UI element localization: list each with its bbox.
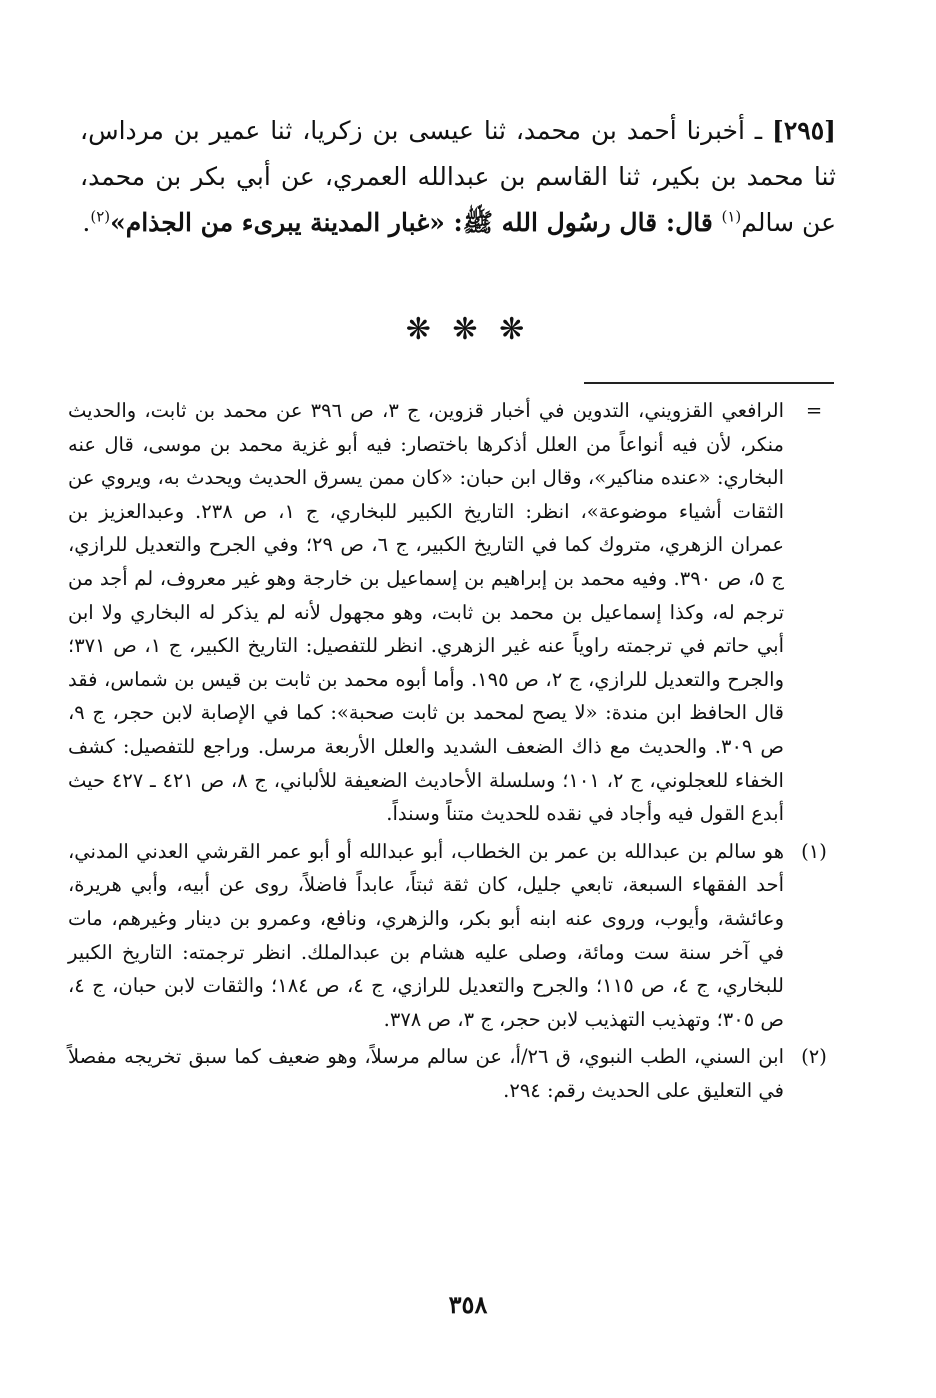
hadith-end: . — [82, 208, 91, 237]
footnote-marker: = — [805, 399, 823, 422]
footnotes — [68, 394, 836, 1107]
footnote-2 — [68, 1040, 836, 1107]
hadith-isnad: ـ أخبرنا أحمد بن محمد، ثنا عيسى بن زكريا، ثنا عمير بن مرداس، ثنا محمد بن بكير، ثنا القاسم بن عبدالله العمري، عن أبي بكر بن محمد، عن سالم — [80, 116, 836, 237]
hadith-matn: قال: قال رسُول الله ﷺ: «غبار المدينة يبرىء من الجذام» — [110, 208, 722, 237]
footnote-1 — [68, 835, 836, 1037]
footnote-text: الرافعي القزويني، التدوين في أخبار قزوين، ج ٣، ص ٣٩٦ عن محمد بن ثابت، والحديث منكر، لأن فيه أنواعاً من العلل أذكرها باختصار: فيه أبو غزية محمد بن موسى، قال عنه البخاري: «عنده مناكير»، وقال ابن حبان: «كان ممن يسرق الحديث ويحدث به، ويروي عن الثقات أشياء موضوعة»، انظر: التاريخ الكبير للبخاري، ج ١، ص ٢٣٨. وعبدالعزيز بن عمران الزهري، متروك كما في التاريخ الكبير، ج ٦، ص ٢٩؛ وفي الجرح والتعديل للرازي، ج ٥، ص ٣٩٠. وفيه محمد بن إبراهيم بن إسماعيل بن خارجة وهو غير معروف، لم أجد من ترجم له، وكذا إسماعيل بن محمد بن ثابت، وهو مجهول لأنه لم يذكر له البخاري ولا ابن أبي حاتم في ترجمته راوياً عنه غير الزهري. انظر للتفصيل: التاريخ الكبير، ج ١، ص ٣٧١؛ والجرح والتعديل للرازي، ج ٢، ص ١٩٥. وأما أبوه محمد بن ثابت بن قيس بن شماس، فقد قال الحافظ ابن مندة: «لا يصح لمحمد بن ثابت صحبة»: كما في الإصابة لابن حجر، ج ٩، ص ٣٠٩. والحديث مع ذاك الضعف الشديد والعلل الأربعة مرسل. وراجع للتفصيل: كشف الخفاء للعجلوني، ج ٢، ١٠١؛ وسلسلة الأحاديث الضعيفة للألباني، ج ٨، ص ٤٢١ ـ ٤٢٧ حيث أبدع القول فيه وأجاد في نقده للحديث متناً وسنداً. — [68, 399, 785, 826]
footnote-text: ابن السني، الطب النبوي، ق ٢٦/أ، عن سالم مرسلاً، وهو ضعيف كما سبق تخريجه مفصلاً في التعليق على الحديث رقم: ٢٩٤. — [68, 1045, 784, 1102]
hadith-text — [80, 108, 836, 246]
footnote-text: هو سالم بن عبدالله بن عمر بن الخطاب، أبو عبدالله أو أبو عمر القرشي العدني المدني، أحد الفقهاء السبعة، تابعي جليل، كان ثقة ثبتاً، عابداً فاضلاً، روى عن أبيه، وأبي هريرة، وعائشة، وأيوب، وروى عنه ابنه أبو بكر، والزهري، ونافع، وعمرو بن دينار وغيرهم، مات في آخر سنة ست ومائة، وصلى عليه هشام بن عبدالملك. انظر ترجمته: التاريخ الكبير للبخاري، ج ٤، ص ١١٥؛ والجرح والتعديل للرازي، ج ٤، ص ١٨٤؛ والثقات لابن حبان، ج ٤، ص ٣٠٥؛ وتهذيب التهذيب لابن حجر، ج ٣، ص ٣٧٨. — [68, 839, 784, 1031]
footnote-ref-2[interactable]: (٢) — [90, 207, 111, 226]
page-number: ٣٥٨ — [448, 1290, 488, 1319]
footnote-rule — [584, 382, 834, 384]
footnote-ref-1[interactable]: (١) — [721, 207, 742, 226]
hadith-number: [٢٩٥] — [772, 116, 836, 145]
section-separator: ❋ ❋ ❋ — [405, 312, 531, 347]
footnote-marker: (١) — [801, 839, 827, 863]
footnote-marker: (٢) — [801, 1045, 827, 1069]
footnote-continued — [68, 394, 836, 831]
